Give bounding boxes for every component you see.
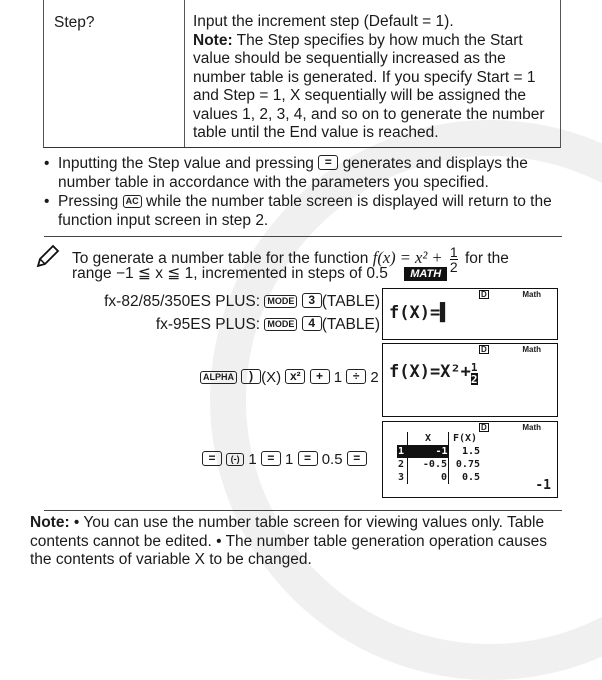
key-4-icon: 4 <box>302 316 322 331</box>
math-indicator: Math <box>522 423 541 432</box>
alpha-key-icon: ALPHA <box>200 371 237 384</box>
equals-key-icon: = <box>261 451 281 466</box>
math-indicator: Math <box>522 290 541 299</box>
step-note-text: The Step specifies by how much the Start value should be sequentially increased as the number table is generated. If you specify Start = 1 and Step = 1, X sequentially will be assigned the values 1, 2, 3, 4, and so on to generate the number table until the End value is reached. <box>193 31 545 141</box>
example-line-2: range −1 ≦ x ≦ 1, incremented in steps of 0.5 MATH <box>72 264 447 283</box>
equals-key-icon: = <box>298 451 318 466</box>
bullet-text: while the number table screen is displayed will return to the function input screen in step 2. <box>58 193 552 229</box>
equals-key-icon: = <box>347 451 367 466</box>
mode-key-icon: MODE <box>264 318 297 331</box>
step-default-text: Input the increment step (Default = 1). <box>193 13 454 30</box>
bullet-text: Pressing <box>58 193 119 210</box>
function-expression: f(x) = x² + <box>372 248 443 267</box>
table-key-cell: Step? <box>54 14 95 31</box>
table-column-divider <box>184 0 185 147</box>
calculator-screen-3 <box>382 421 558 498</box>
note-label: Note: <box>193 31 233 49</box>
ac-key-icon: AC <box>123 195 142 208</box>
lcd-text: f(X)=▌ <box>389 303 451 323</box>
bullet-text: generates and displays the number table in accordance with the parameters you specified. <box>58 155 528 191</box>
section-divider <box>44 236 562 237</box>
step-range-input: = (-) 1 = 1 = 0.5 = <box>202 451 367 468</box>
section-divider <box>44 510 562 511</box>
footer-note <box>30 514 570 570</box>
step-fx95: fx-95ES PLUS: MODE 4 (TABLE) <box>155 316 380 333</box>
equals-key-icon: = <box>202 451 222 466</box>
plus-key-icon: + <box>310 369 330 384</box>
note-label: Note: <box>30 514 70 531</box>
example-line-1: To generate a number table for the function f(x) = x² + $\frac{1}{2}$ for the <box>72 244 509 275</box>
bullet-text: Inputting the Step value and pressing <box>58 155 314 172</box>
bullet-ac-key: • Pressing AC while the number table screen is displayed will return to the function input screen in step 2. <box>44 193 552 229</box>
math-mode-badge: MATH <box>404 267 447 281</box>
deg-indicator: D <box>481 290 487 299</box>
deg-indicator: D <box>481 423 487 432</box>
fraction-key-icon: ÷ <box>346 369 366 384</box>
close-paren-key-icon: ) <box>241 369 261 384</box>
calculator-screen-1 <box>382 288 558 340</box>
deg-indicator: D <box>481 345 487 354</box>
step-fx82: fx-82/85/350ES PLUS: MODE 3 (TABLE) <box>104 293 380 310</box>
math-indicator: Math <box>522 345 541 354</box>
key-3-icon: 3 <box>302 293 322 308</box>
step-function-input: ALPHA ) (X) x² + 1 ÷ 2 <box>200 369 379 386</box>
square-key-icon: x² <box>285 369 305 384</box>
fraction-half: $\frac{1}{2}$ <box>449 244 458 275</box>
negative-key-icon: (-) <box>226 453 244 466</box>
bullet-step-value: • Inputting the Step value and pressing = generates and displays the number table in accordance with the parameters you specified. <box>44 155 528 191</box>
number-table: X F(X) 1 -1 1.5 2 -0.5 0.75 3 0 0.5 <box>398 433 480 483</box>
lcd-bottom-value: -1 <box>535 478 551 493</box>
equals-key-icon: = <box>318 155 338 170</box>
note-text: • You can use the number table screen for viewing values only. Table contents cannot be edited. • The number table generation operation causes the contents of variable X to be changed. <box>30 514 547 568</box>
table-description-cell <box>193 13 555 143</box>
lcd-text: f(X)=X²+ $\frac{1}{2}$ <box>389 361 478 386</box>
calculator-screen-2 <box>382 343 558 417</box>
pencil-icon <box>34 244 60 270</box>
parameter-table <box>43 0 561 148</box>
mode-key-icon: MODE <box>264 295 297 308</box>
